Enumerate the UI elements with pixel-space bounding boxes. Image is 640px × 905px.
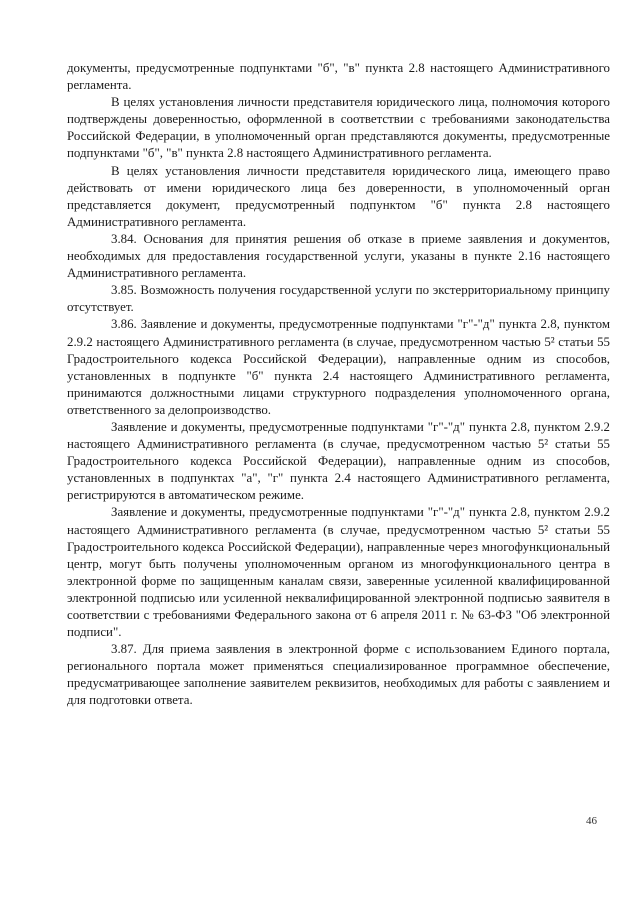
- page-number: 46: [586, 815, 597, 827]
- paragraph-3-87: 3.87. Для приема заявления в электронной форме с использованием Единого портала, регионального портала может применяться специализированное программное обеспечение, предусматривающее заполнение заявителем реквизитов, необходимых для работы с заявлением и для подготовки ответа.: [67, 642, 610, 708]
- paragraph-3-86: 3.86. Заявление и документы, предусмотренные подпунктами "г"-"д" пункта 2.8, пунктом 2.9.2 настоящего Административного регламента (в случае, предусмотренном частью 5² статьи 55 Градостроительного кодекса Российской Федерации), направленные одним из способов, установленных в подпункте "б" пункта 2.4 настоящего Административного регламента, принимаются должностными лицами структурного подразделения уполномоченного органа, ответственного за делопроизводство.: [67, 317, 610, 417]
- paragraph-3-84: 3.84. Основания для принятия решения об отказе в приеме заявления и документов, необходимых для предоставления государственной услуги, указаны в пункте 2.16 настоящего Административного регламента.: [67, 231, 610, 281]
- paragraph-automatic-registration: Заявление и документы, предусмотренные подпунктами "г"-"д" пункта 2.8, пунктом 2.9.2 настоящего Административного регламента (в случае, предусмотренном частью 5² статьи 55 Градостроительного кодекса Российской Федерации), направленные одним из способов, установленных в подпунктах "а", "г" пункта 2.4 настоящего Административного регламента, регистрируются в автоматическом режиме.: [67, 419, 610, 503]
- paragraph-mfc-submission: Заявление и документы, предусмотренные подпунктами "г"-"д" пункта 2.8, пунктом 2.9.2 настоящего Административного регламента (в случае, предусмотренном частью 5² статьи 55 Градостроительного кодекса Российской Федерации), направленные через многофункциональный центр, могут быть получены уполномоченным органом из многофункционального центра в электронной форме по защищенным каналам связи, заверенные усиленной квалифицированной электронной подписью или усиленной неквалифицированной электронной подписью заявителя в соответствии с требованиями Федерального закона от 6 апреля 2011 г. № 63-ФЗ "Об электронной подписи".: [67, 505, 610, 640]
- paragraph-3-85: 3.85. Возможность получения государственной услуги по экстерриториальному принципу отсутствует.: [67, 283, 610, 315]
- paragraph-representative-with-power-of-attorney: В целях установления личности представителя юридического лица, полномочия которого подтверждены доверенностью, оформленной в соответствии с требованиями законодательства Российской Федерации, в уполномоченный орган представляются документы, предусмотренные подпунктами "б", "в" пункта 2.8 настоящего Административного регламента.: [67, 95, 610, 161]
- paragraph-representative-without-power-of-attorney: В целях установления личности представителя юридического лица, имеющего право действовать от имени юридического лица без доверенности, в уполномоченный орган представляется документ, предусмотренный подпунктом "б" пункта 2.8 настоящего Административного регламента.: [67, 163, 610, 229]
- paragraph-continuation: документы, предусмотренные подпунктами "б", "в" пункта 2.8 настоящего Административного регламента.: [67, 61, 610, 93]
- document-body: [67, 60, 610, 710]
